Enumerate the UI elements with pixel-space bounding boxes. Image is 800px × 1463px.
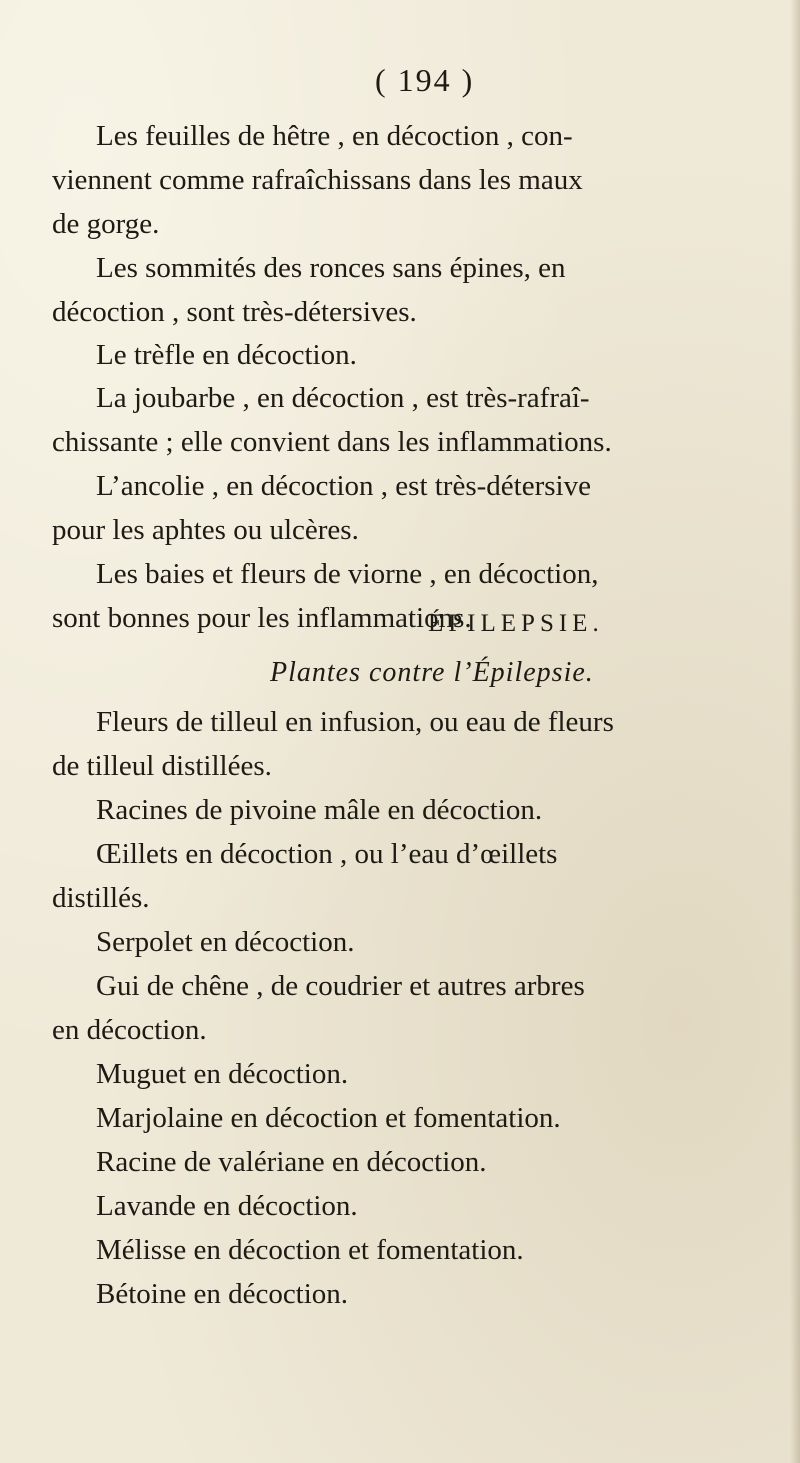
text-line: Racines de pivoine mâle en décoction. [96, 794, 543, 826]
text-line: Les baies et fleurs de viorne , en décoction, [96, 558, 599, 590]
text-line: Mélisse en décoction et fomentation. [96, 1234, 524, 1266]
page-number: ( 194 ) [375, 62, 475, 98]
text-line: viennent comme rafraîchissans dans les maux [52, 164, 583, 196]
text-line: La joubarbe , en décoction , est très-rafraî- [96, 382, 590, 414]
text-line: décoction , sont très-détersives. [52, 296, 417, 328]
text-line: Bétoine en décoction. [96, 1278, 349, 1310]
text-line: sont bonnes pour les inflammations. [52, 602, 472, 634]
text-line: Serpolet en décoction. [96, 926, 355, 958]
text-line: chissante ; elle convient dans les inflammations. [52, 426, 612, 458]
text-line: de tilleul distillées. [52, 750, 272, 782]
text-line: Gui de chêne , de coudrier et autres arbres [96, 970, 585, 1002]
text-line: Le trèfle en décoction. [96, 339, 357, 371]
text-line: distillés. [52, 882, 150, 914]
text-line: Muguet en décoction. [96, 1058, 349, 1090]
text-line: Lavande en décoction. [96, 1190, 358, 1222]
section-subheading: Plantes contre l’Épilepsie. [270, 657, 594, 688]
text-line: Les feuilles de hêtre , en décoction , con- [96, 120, 573, 152]
text-line: Œillets en décoction , ou l’eau d’œillets [96, 838, 558, 870]
text-line: Racine de valériane en décoction. [96, 1146, 487, 1178]
text-line: Les sommités des ronces sans épines, en [96, 252, 566, 284]
text-line: de gorge. [52, 208, 160, 240]
text-line: Fleurs de tilleul en infusion, ou eau de fleurs [96, 706, 614, 738]
text-line: Marjolaine en décoction et fomentation. [96, 1102, 561, 1134]
section-heading: ÉPILEPSIE. [428, 610, 604, 637]
text-line: pour les aphtes ou ulcères. [52, 514, 359, 546]
text-line: L’ancolie , en décoction , est très-détersive [96, 470, 591, 502]
text-line: en décoction. [52, 1014, 207, 1046]
page-edge-shadow [790, 0, 800, 1463]
